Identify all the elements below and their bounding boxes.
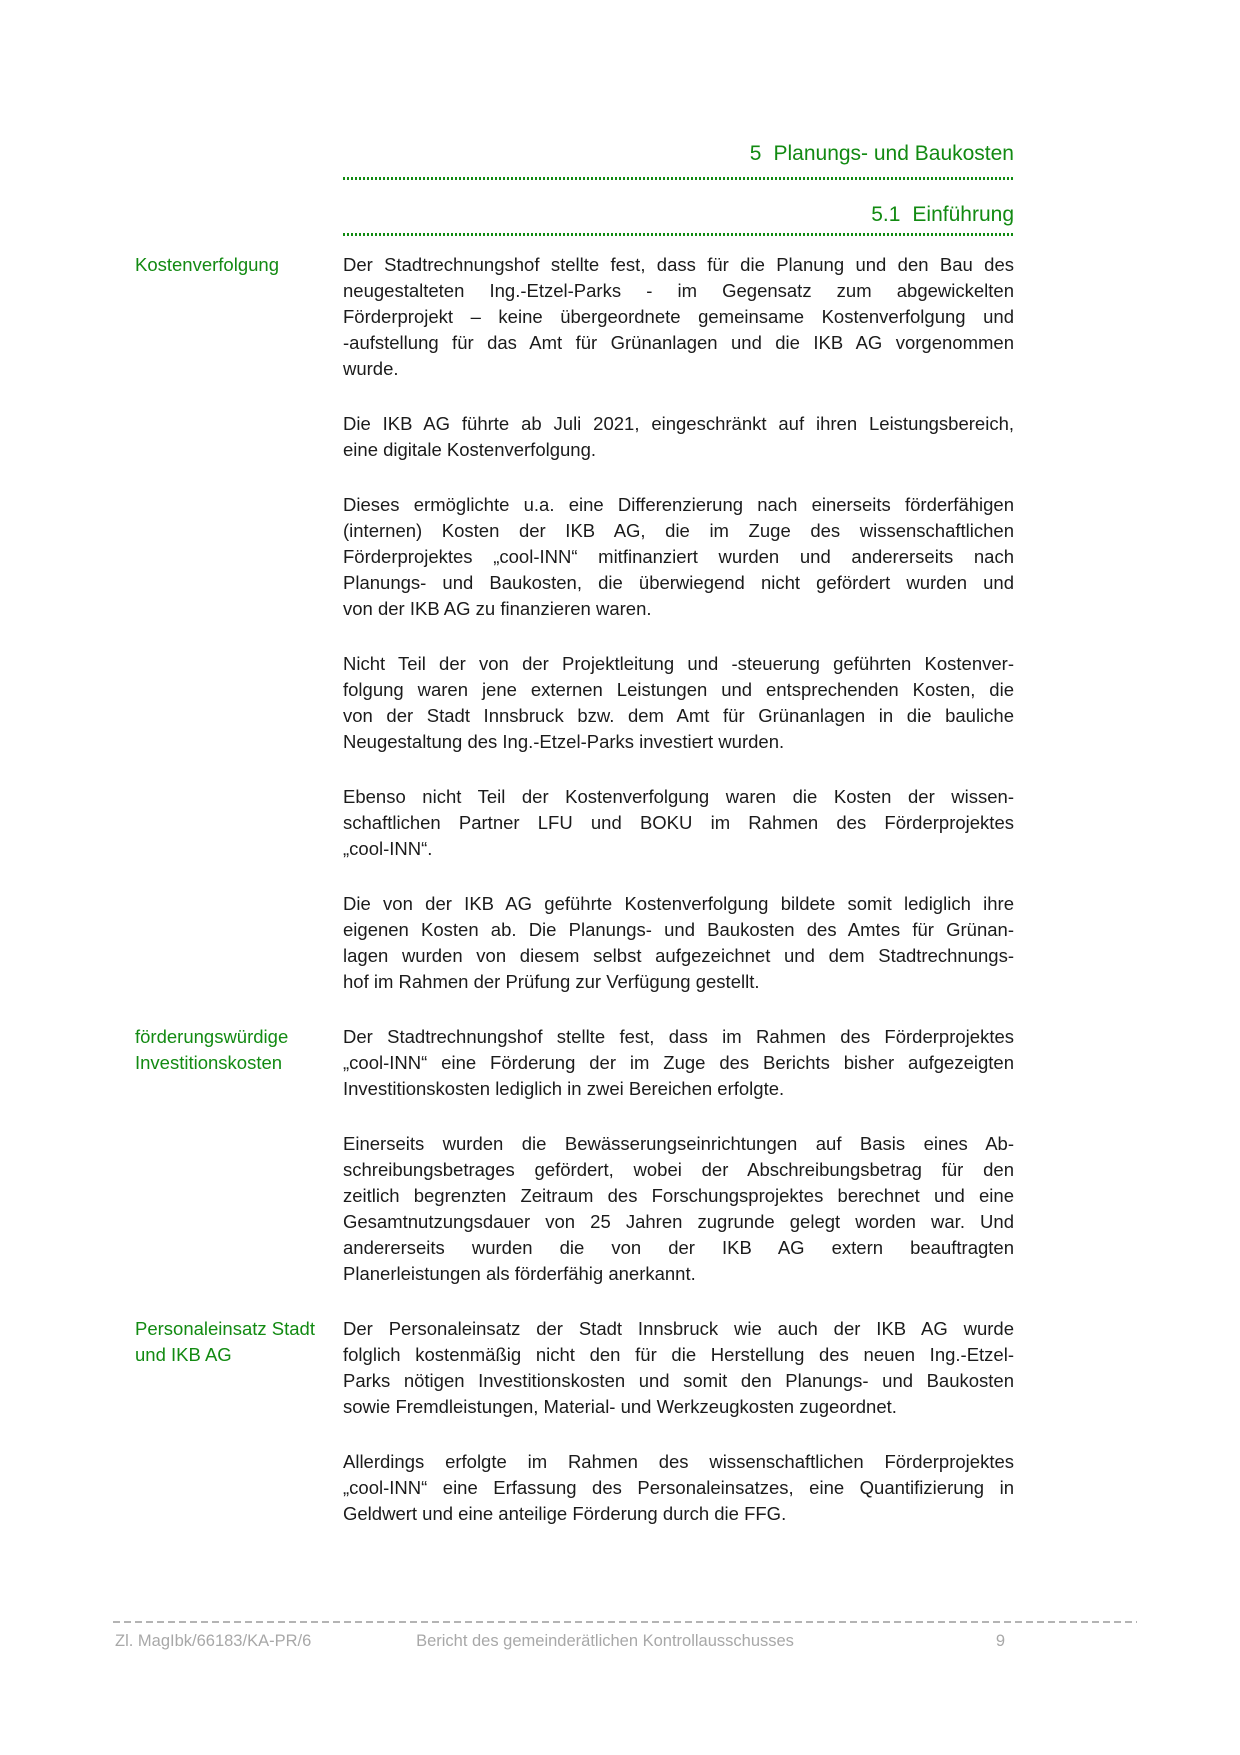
text-line: von der Stadt Innsbruck bzw. dem Amt für Grünanlagen in die bauliche	[343, 705, 1014, 726]
text-line: zeitlich begrenzten Zeitraum des Forschungsprojektes berechnet und eine	[343, 1185, 1014, 1206]
text-line: folglich kostenmäßig nicht den für die Herstellung des neuen Ing.-Etzel-	[343, 1344, 1014, 1365]
text-line: lagen wurden von diesem selbst aufgezeichnet und dem Stadtrechnungs-	[343, 945, 1014, 966]
margin-label	[135, 1024, 343, 1076]
text-line: eine digitale Kostenverfolgung.	[343, 439, 597, 460]
dotted-rule	[343, 177, 1014, 180]
paragraph	[343, 411, 1014, 463]
dotted-rule	[343, 233, 1014, 236]
page-number: 9	[995, 1632, 1005, 1650]
paragraph	[343, 492, 1014, 622]
margin-label-line: Personaleinsatz Stadt	[135, 1318, 315, 1339]
text-line: Allerdings erfolgte im Rahmen des wissenschaftlichen Förderprojektes	[343, 1451, 1014, 1472]
section-title: Einführung	[912, 203, 1014, 226]
text-line: Nicht Teil der von der Projektleitung und -steuerung geführten Kostenver-	[343, 653, 1014, 674]
text-line: Einerseits wurden die Bewässerungseinrichtungen auf Basis eines Ab-	[343, 1133, 1014, 1154]
paragraph	[343, 891, 1014, 995]
text-line: Der Stadtrechnungshof stellte fest, dass im Rahmen des Förderprojektes	[343, 1026, 1014, 1047]
text-line: Der Personaleinsatz der Stadt Innsbruck wie auch der IKB AG wurde	[343, 1318, 1014, 1339]
text-line: Der Stadtrechnungshof stellte fest, dass für die Planung und den Bau des	[343, 254, 1014, 275]
text-line: -aufstellung für das Amt für Grünanlagen und die IKB AG vorgenommen	[343, 332, 1014, 353]
margin-label-line: Investitionskosten	[135, 1052, 283, 1073]
text-line: „cool-INN“ eine Erfassung des Personaleinsatzes, eine Quantifizierung in	[343, 1477, 1014, 1498]
paragraph	[343, 651, 1014, 755]
text-line: Planungs- und Baukosten, die überwiegend nicht gefördert wurden und	[343, 572, 1014, 593]
section-heading	[343, 202, 1014, 228]
text-line: von der IKB AG zu finanzieren waren.	[343, 598, 652, 619]
text-line: andererseits wurden die von der IKB AG extern beauftragten	[343, 1237, 1014, 1258]
content-section	[135, 1316, 1014, 1556]
paragraph	[343, 1316, 1014, 1420]
text-line: Gesamtnutzungsdauer von 25 Jahren zugrunde gelegt worden war. Und	[343, 1211, 1014, 1232]
section-text	[343, 1316, 1014, 1556]
margin-label	[135, 1316, 343, 1368]
text-line: Geldwert und eine anteilige Förderung durch die FFG.	[343, 1503, 787, 1524]
text-line: Förderprojekt – keine übergeordnete gemeinsame Kostenverfolgung und	[343, 306, 1014, 327]
text-line: Parks nötigen Investitionskosten und somit den Planungs- und Baukosten	[343, 1370, 1014, 1391]
section-text	[343, 252, 1014, 1024]
paragraph	[343, 784, 1014, 862]
margin-label	[135, 252, 343, 278]
footer-title: Bericht des gemeinderätlichen Kontrollausschusses	[416, 1632, 794, 1650]
content-blocks	[135, 252, 1014, 1556]
text-line: Ebenso nicht Teil der Kostenverfolgung waren die Kosten der wissen-	[343, 786, 1014, 807]
margin-label-line: förderungswürdige	[135, 1026, 289, 1047]
text-line: sowie Fremdleistungen, Material- und Werkzeugkosten zugeordnet.	[343, 1396, 897, 1417]
paragraph	[343, 1131, 1014, 1287]
text-line: schaftlichen Partner LFU und BOKU im Rahmen des Förderprojektes	[343, 812, 1014, 833]
text-line: Dieses ermöglichte u.a. eine Differenzierung nach einerseits förderfähigen	[343, 494, 1014, 515]
text-line: Investitionskosten lediglich in zwei Bereichen erfolgte.	[343, 1078, 785, 1099]
section-number: 5.1	[871, 203, 901, 226]
text-line: Planerleistungen als förderfähig anerkannt.	[343, 1263, 696, 1284]
text-line: hof im Rahmen der Prüfung zur Verfügung gestellt.	[343, 971, 760, 992]
text-line: Neugestaltung des Ing.-Etzel-Parks investiert wurden.	[343, 731, 785, 752]
chapter-title: Planungs- und Baukosten	[773, 142, 1014, 165]
margin-label-line: Kostenverfolgung	[135, 254, 279, 275]
footer-reference: Zl. MagIbk/66183/KA-PR/6	[115, 1632, 312, 1650]
text-line: „cool-INN“.	[343, 838, 433, 859]
text-line: neugestalteten Ing.-Etzel-Parks - im Gegensatz zum abgewickelten	[343, 280, 1014, 301]
chapter-number: 5	[749, 142, 762, 165]
margin-label-line: und IKB AG	[135, 1344, 232, 1365]
paragraph	[343, 1449, 1014, 1527]
text-line: Die IKB AG führte ab Juli 2021, eingeschränkt auf ihren Leistungsbereich,	[343, 413, 1014, 434]
text-line: eigenen Kosten ab. Die Planungs- und Baukosten des Amtes für Grünan-	[343, 919, 1014, 940]
chapter-heading	[343, 141, 1014, 167]
footer-dashed-rule	[113, 1621, 1137, 1623]
content-section	[135, 1024, 1014, 1316]
text-line: wurde.	[343, 358, 399, 379]
text-line: folgung waren jene externen Leistungen und entsprechenden Kosten, die	[343, 679, 1014, 700]
text-line: Förderprojektes „cool-INN“ mitfinanziert wurden und andererseits nach	[343, 546, 1014, 567]
paragraph	[343, 1024, 1014, 1102]
section-text	[343, 1024, 1014, 1316]
text-line: (internen) Kosten der IKB AG, die im Zuge des wissenschaftlichen	[343, 520, 1014, 541]
content-section	[135, 252, 1014, 1024]
text-line: „cool-INN“ eine Förderung der im Zuge des Berichts bisher aufgezeigten	[343, 1052, 1014, 1073]
paragraph	[343, 252, 1014, 382]
text-line: Die von der IKB AG geführte Kostenverfolgung bildete somit lediglich ihre	[343, 893, 1014, 914]
text-line: schreibungsbetrages gefördert, wobei der Abschreibungsbetrag für den	[343, 1159, 1014, 1180]
